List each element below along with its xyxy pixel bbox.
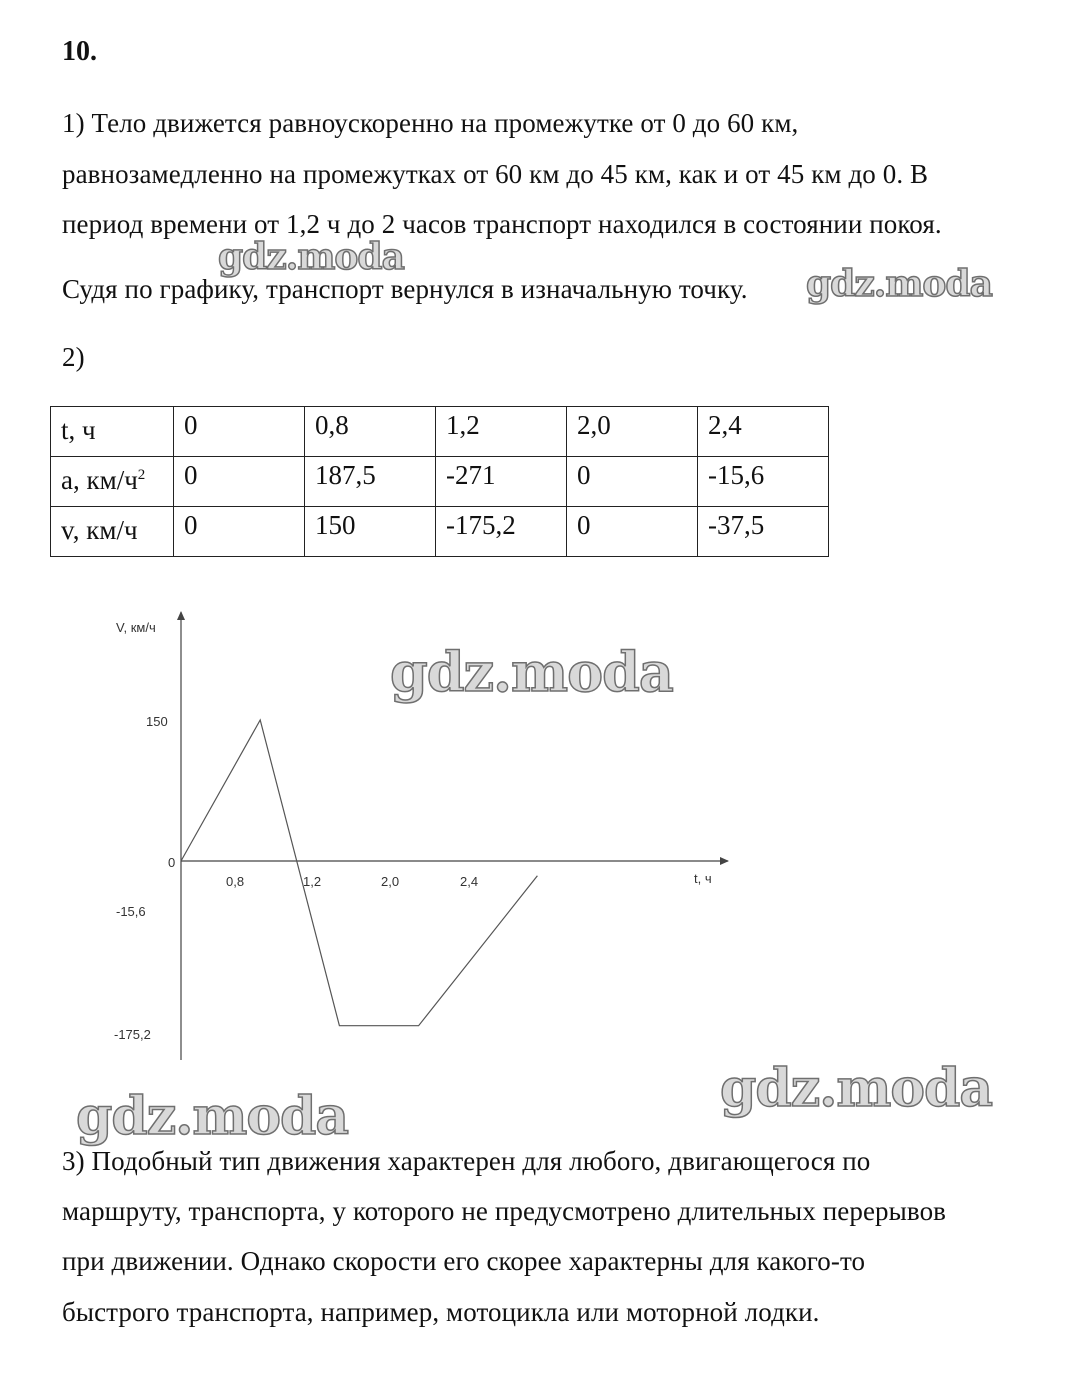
paragraph1-line4: Судя по графику, транспорт вернулся в изначальную точку. bbox=[62, 274, 748, 304]
table-row-acceleration bbox=[51, 457, 829, 507]
table-cell: 2,0 bbox=[567, 407, 698, 457]
paragraph1-line2: равнозамедленно на промежутках от 60 км до 45 км, как и от 45 км до 0. В bbox=[62, 159, 929, 189]
table-cell: 0 bbox=[174, 507, 305, 557]
paragraph1-line3: период времени от 1,2 ч до 2 часов транспорт находился в состоянии покоя. bbox=[62, 209, 942, 239]
x-axis-label: t, ч bbox=[694, 871, 712, 886]
y-axis-label: V, км/ч bbox=[116, 620, 156, 635]
table-row-label: t, ч bbox=[51, 407, 174, 457]
paragraph1-line1: 1) Тело движется равноускоренно на промежутке от 0 до 60 км, bbox=[62, 108, 799, 138]
velocity-series-line bbox=[181, 720, 537, 1026]
table-cell: -175,2 bbox=[436, 507, 567, 557]
watermark-3: gdz.moda bbox=[390, 640, 673, 704]
table-row-label: v, км/ч bbox=[51, 507, 174, 557]
y-tick-label-neg15: -15,6 bbox=[116, 904, 146, 919]
table-cell: 2,4 bbox=[698, 407, 829, 457]
x-tick-label-0-8: 0,8 bbox=[226, 874, 245, 889]
table-cell: 150 bbox=[305, 507, 436, 557]
x-tick-label-2-0: 2,0 bbox=[381, 874, 400, 889]
table-cell: 0 bbox=[174, 407, 305, 457]
kinematics-table bbox=[50, 406, 829, 557]
paragraph3-line1: 3) Подобный тип движения характерен для любого, двигающегося по bbox=[62, 1146, 871, 1176]
table-cell: -15,6 bbox=[698, 457, 829, 507]
watermark-2: gdz.moda bbox=[806, 263, 992, 305]
watermark-4: gdz.moda bbox=[720, 1058, 993, 1119]
paragraph3-line3: при движении. Однако скорости его скорее характерны для какого-то bbox=[62, 1246, 866, 1276]
paragraph3-line2: маршруту, транспорта, у которого не предусмотрено длительных перерывов bbox=[62, 1196, 947, 1226]
table-cell: 0 bbox=[567, 457, 698, 507]
table-cell: -37,5 bbox=[698, 507, 829, 557]
task-number: 10. bbox=[62, 36, 97, 67]
y-tick-label-150: 150 bbox=[146, 714, 168, 729]
paragraph3-line4: быстрого транспорта, например, мотоцикла или моторной лодки. bbox=[62, 1297, 820, 1327]
watermark-1: gdz.moda bbox=[218, 236, 404, 278]
table-cell: 0 bbox=[567, 507, 698, 557]
table-cell: 187,5 bbox=[305, 457, 436, 507]
watermark-5: gdz.moda bbox=[76, 1086, 349, 1147]
section2-label: 2) bbox=[62, 342, 85, 372]
table-row-label: a, $км/ч^2$ bbox=[51, 457, 174, 507]
table-cell: 0 bbox=[174, 457, 305, 507]
x-tick-label-1-2: 1,2 bbox=[303, 874, 322, 889]
table-cell: 0,8 bbox=[305, 407, 436, 457]
table-row-velocity bbox=[51, 507, 829, 557]
y-tick-label-neg175: -175,2 bbox=[114, 1027, 151, 1042]
table-cell: 1,2 bbox=[436, 407, 567, 457]
table-cell: -271 bbox=[436, 457, 567, 507]
y-tick-label-0: 0 bbox=[168, 855, 176, 870]
x-tick-label-2-4: 2,4 bbox=[460, 874, 479, 889]
table-row-time bbox=[51, 407, 829, 457]
